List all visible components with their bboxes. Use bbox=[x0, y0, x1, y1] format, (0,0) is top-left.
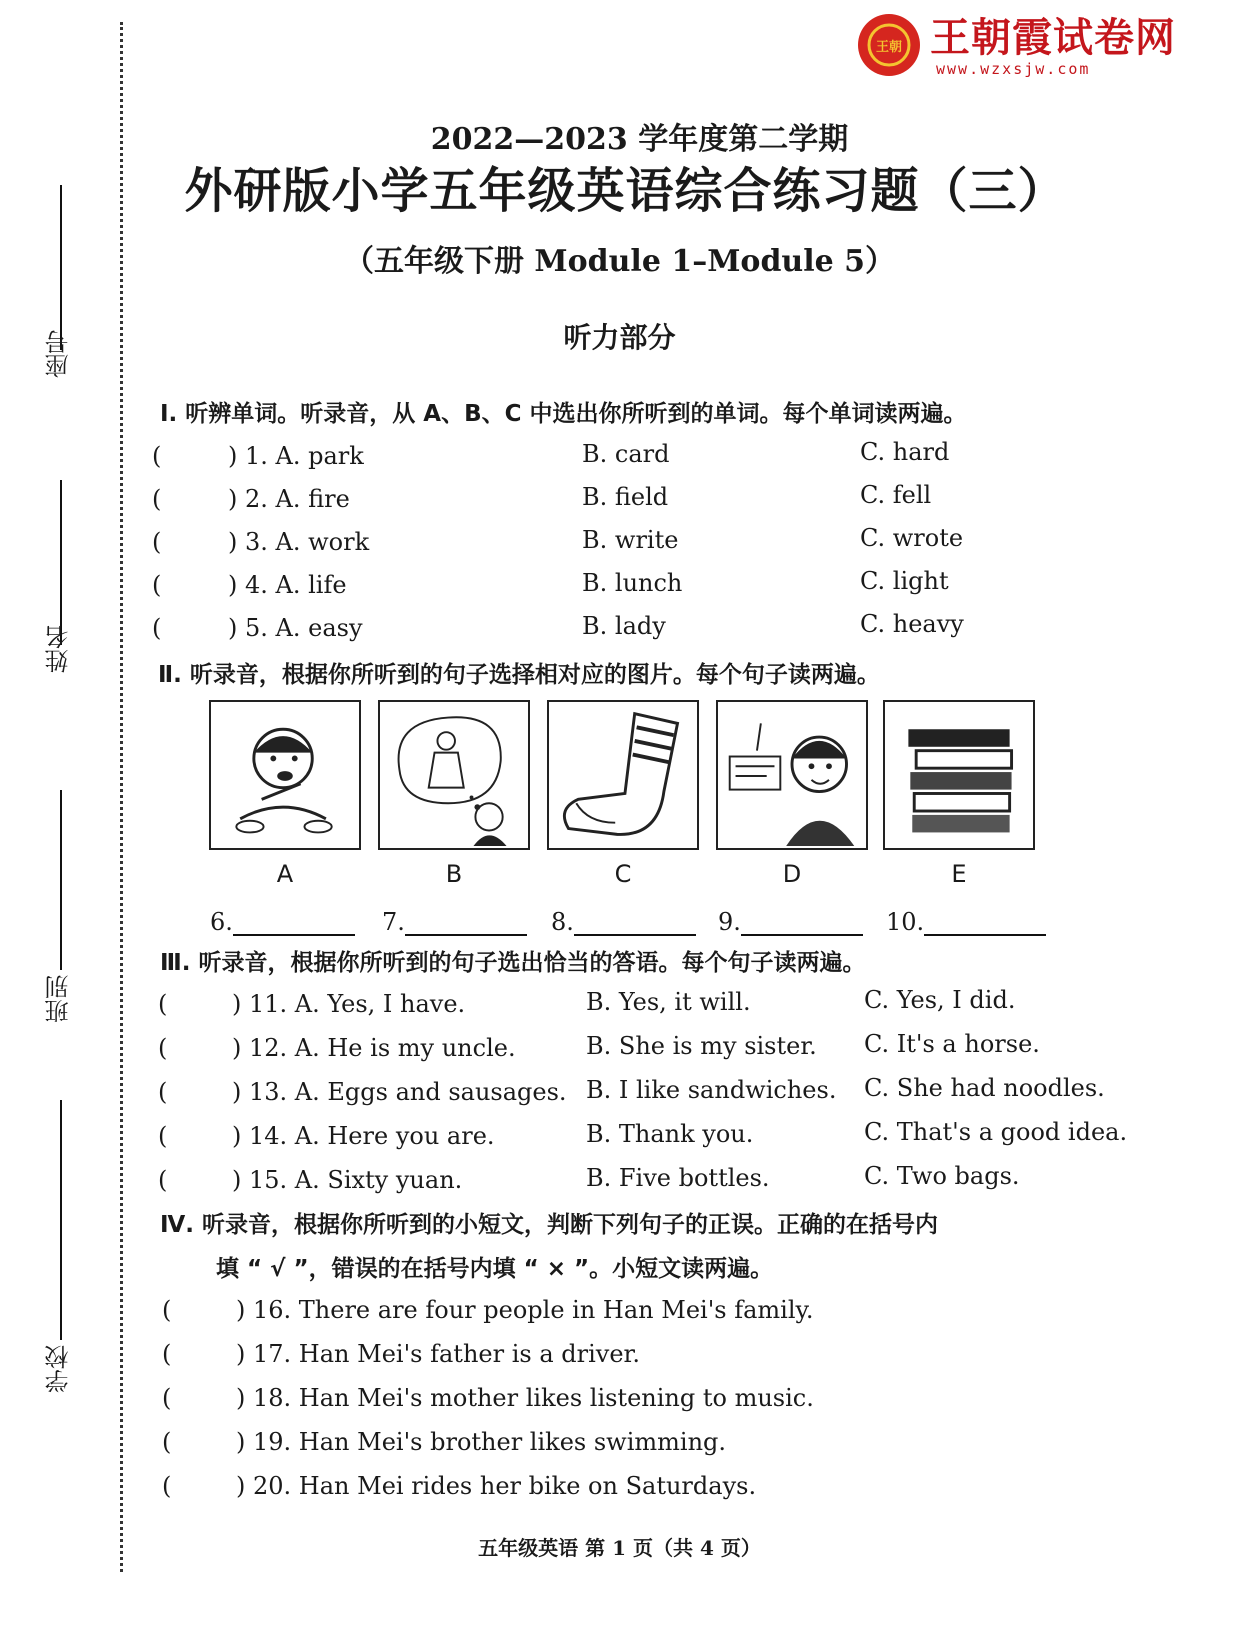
answer-paren: ( bbox=[162, 1296, 172, 1324]
part3-item-11-c: C. Yes, I did. bbox=[864, 986, 1016, 1014]
answer-paren: ( bbox=[152, 528, 162, 556]
boy-with-card-icon bbox=[718, 702, 866, 848]
blank-number: 7. bbox=[382, 908, 405, 936]
part3-item-13-c: C. She had noodles. bbox=[864, 1074, 1105, 1102]
class-line bbox=[60, 790, 62, 970]
blank-underline bbox=[924, 912, 1046, 936]
part4-heading: Ⅳ. 听录音，根据你所听到的小短文，判断下列句子的正误。正确的在括号内 bbox=[160, 1212, 939, 1238]
answer-paren: ( bbox=[158, 1078, 168, 1106]
logo-url-text: www.wzxsjw.com bbox=[936, 60, 1091, 78]
answer-blank-7[interactable] bbox=[382, 908, 527, 936]
part3-item-14: ) 14. A. Here you are. bbox=[232, 1122, 495, 1150]
part3-heading: Ⅲ. 听录音，根据你所听到的句子选出恰当的答语。每个句子读两遍。 bbox=[160, 950, 866, 976]
blank-number: 10. bbox=[886, 908, 925, 936]
section-title-listening: 听力部分 bbox=[563, 321, 676, 354]
answer-blank-9[interactable] bbox=[718, 908, 863, 936]
picture-d-boy-card bbox=[716, 700, 868, 850]
socks-icon bbox=[549, 702, 697, 848]
part3-item-11: ) 11. A. Yes, I have. bbox=[232, 990, 466, 1018]
picture-c-socks bbox=[547, 700, 699, 850]
part1-item-5: ) 5. A. easy bbox=[228, 614, 363, 642]
part4-item-20: ) 20. Han Mei rides her bike on Saturdays. bbox=[236, 1472, 757, 1500]
answer-paren: ( bbox=[152, 442, 162, 470]
part3-item-14-b: B. Thank you. bbox=[586, 1120, 754, 1148]
answer-paren: ( bbox=[152, 485, 162, 513]
part1-item-1-c: C. hard bbox=[860, 438, 950, 466]
page-subtitle: （五年级下册 Module 1–Module 5） bbox=[343, 244, 896, 279]
class-label: 班别 bbox=[45, 975, 73, 1023]
school-label: 学校 bbox=[45, 1345, 73, 1393]
name-line bbox=[60, 480, 62, 645]
exam-no-label: 座号 bbox=[45, 330, 73, 378]
answer-paren: ( bbox=[152, 614, 162, 642]
part3-item-12-b: B. She is my sister. bbox=[586, 1032, 817, 1060]
picture-label-d: D bbox=[782, 860, 802, 888]
part3-item-12-c: C. It's a horse. bbox=[864, 1030, 1040, 1058]
part1-item-1: ) 1. A. park bbox=[228, 442, 364, 470]
logo-emblem-text: 王朝 bbox=[875, 40, 903, 55]
part2-heading: Ⅱ. 听录音，根据你所听到的句子选择相对应的图片。每个句子读两遍。 bbox=[158, 662, 880, 688]
answer-blank-10[interactable] bbox=[886, 908, 1046, 936]
part1-item-4: ) 4. A. life bbox=[228, 571, 347, 599]
blank-underline bbox=[741, 912, 863, 936]
answer-paren: ( bbox=[158, 1166, 168, 1194]
logo-emblem-icon bbox=[858, 14, 920, 76]
part1-item-3-c: C. wrote bbox=[860, 524, 964, 552]
part1-item-5-b: B. lady bbox=[582, 612, 666, 640]
part1-item-5-c: C. heavy bbox=[860, 610, 964, 638]
part3-item-15-c: C. Two bags. bbox=[864, 1162, 1020, 1190]
boy-eating-icon bbox=[211, 702, 359, 848]
picture-a-boy-eating bbox=[209, 700, 361, 850]
part3-item-15: ) 15. A. Sixty yuan. bbox=[232, 1166, 463, 1194]
part4-item-17: ) 17. Han Mei's father is a driver. bbox=[236, 1340, 641, 1368]
blank-underline bbox=[574, 912, 696, 936]
part3-item-13: ) 13. A. Eggs and sausages. bbox=[232, 1078, 567, 1106]
part1-heading: Ⅰ. 听辨单词。听录音，从 A、B、C 中选出你所听到的单词。每个单词读两遍。 bbox=[160, 401, 967, 427]
part1-item-4-b: B. lunch bbox=[582, 569, 683, 597]
page-footer: 五年级英语 第 1 页（共 4 页） bbox=[478, 1536, 761, 1560]
name-label: 姓名 bbox=[45, 625, 73, 673]
part3-item-13-b: B. I like sandwiches. bbox=[586, 1076, 837, 1104]
site-logo bbox=[858, 14, 1178, 76]
answer-paren: ( bbox=[158, 1122, 168, 1150]
answer-paren: ( bbox=[162, 1340, 172, 1368]
part1-item-2: ) 2. A. fire bbox=[228, 485, 350, 513]
picture-label-c: C bbox=[614, 860, 632, 888]
answer-paren: ( bbox=[152, 571, 162, 599]
page-title: 外研版小学五年级英语综合练习题（三） bbox=[184, 163, 1067, 219]
answer-paren: ( bbox=[162, 1428, 172, 1456]
picture-b-nurse-dream bbox=[378, 700, 530, 850]
part1-item-1-b: B. card bbox=[582, 440, 670, 468]
blank-number: 6. bbox=[210, 908, 233, 936]
part4-item-18: ) 18. Han Mei's mother likes listening to music. bbox=[236, 1384, 814, 1412]
picture-label-b: B bbox=[445, 860, 463, 888]
blank-number: 8. bbox=[551, 908, 574, 936]
part4-item-16: ) 16. There are four people in Han Mei's family. bbox=[236, 1296, 814, 1324]
part4-item-19: ) 19. Han Mei's brother likes swimming. bbox=[236, 1428, 727, 1456]
part1-item-2-b: B. field bbox=[582, 483, 669, 511]
answer-paren: ( bbox=[158, 1034, 168, 1062]
picture-label-e: E bbox=[951, 860, 967, 888]
part3-item-14-c: C. That's a good idea. bbox=[864, 1118, 1128, 1146]
picture-label-a: A bbox=[276, 860, 294, 888]
blank-number: 9. bbox=[718, 908, 741, 936]
blank-underline bbox=[233, 912, 355, 936]
picture-e-books bbox=[883, 700, 1035, 850]
logo-brand-text: 王朝霞试卷网 bbox=[930, 15, 1176, 61]
part4-heading-cont: 填 “ √ ”，错误的在括号内填 “ × ”。小短文读两遍。 bbox=[216, 1256, 774, 1282]
part1-item-4-c: C. light bbox=[860, 567, 949, 595]
part1-item-2-c: C. fell bbox=[860, 481, 932, 509]
answer-blank-6[interactable] bbox=[210, 908, 355, 936]
answer-paren: ( bbox=[158, 990, 168, 1018]
blank-underline bbox=[405, 912, 527, 936]
school-line bbox=[60, 1100, 62, 1340]
part3-item-15-b: B. Five bottles. bbox=[586, 1164, 770, 1192]
part3-item-11-b: B. Yes, it will. bbox=[586, 988, 751, 1016]
part1-item-3: ) 3. A. work bbox=[228, 528, 370, 556]
answer-paren: ( bbox=[162, 1384, 172, 1412]
answer-paren: ( bbox=[162, 1472, 172, 1500]
stack-of-books-icon bbox=[885, 702, 1033, 848]
part1-item-3-b: B. write bbox=[582, 526, 679, 554]
part3-item-12: ) 12. A. He is my uncle. bbox=[232, 1034, 516, 1062]
nurse-thought-icon bbox=[380, 702, 528, 848]
answer-blank-8[interactable] bbox=[551, 908, 696, 936]
school-year-heading: 2022—2023 学年度第二学期 bbox=[430, 122, 849, 157]
